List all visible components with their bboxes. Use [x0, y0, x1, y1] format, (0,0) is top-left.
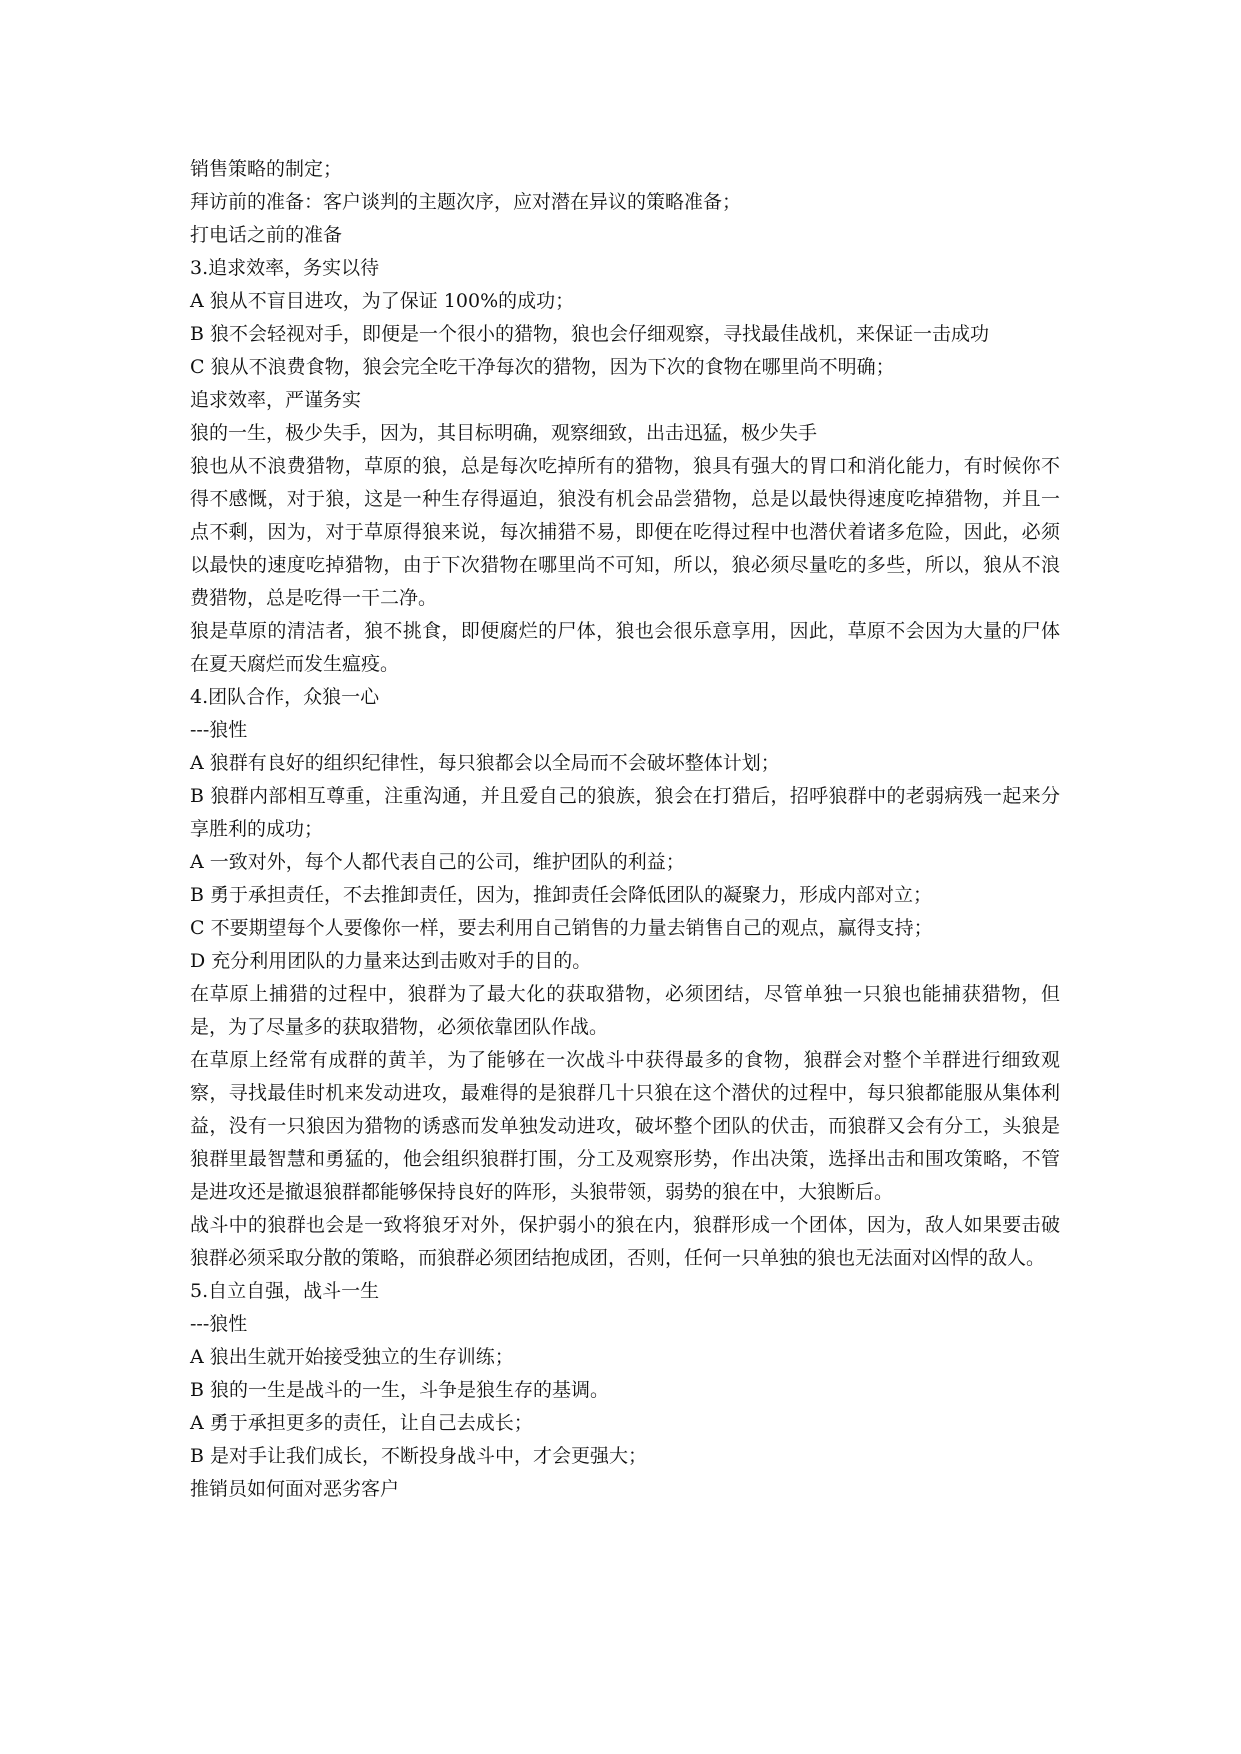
section-heading: 4.团队合作，众狼一心	[190, 686, 380, 708]
paragraph: B 是对手让我们成长，不断投身战斗中，才会更强大；	[190, 1445, 648, 1467]
paragraph: 狼的一生，极少失手，因为，其目标明确，观察细致，出击迅猛，极少失手	[190, 422, 818, 444]
section-heading: 5.自立自强，战斗一生	[190, 1280, 380, 1302]
paragraph: ---狼性	[190, 719, 248, 741]
paragraph: 打电话之前的准备	[190, 224, 343, 246]
paragraph: C 狼从不浪费食物，狼会完全吃干净每次的猎物，因为下次的食物在哪里尚不明确；	[190, 356, 895, 378]
paragraph: 狼也从不浪费猎物，草原的狼，总是每次吃掉所有的猎物，狼具有强大的胃口和消化能力，有时候你不得不感慨，对于狼，这是一种生存得逼迫，狼没有机会品尝猎物，总是以最快得速度吃掉猎物，并且一点不剩，因为，对于草原得狼来说，每次捕猎不易，即便在吃得过程中也潜伏着诸多危险，因此，必须以最快的速度吃掉猎物，由于下次猎物在哪里尚不可知，所以，狼必须尽量吃的多些，所以，狼从不浪费猎物，总是吃得一干二净。	[190, 455, 1060, 609]
document-body	[190, 153, 1060, 1506]
paragraph: B 狼的一生是战斗的一生，斗争是狼生存的基调。	[190, 1379, 610, 1401]
paragraph: A 狼出生就开始接受独立的生存训练；	[190, 1346, 514, 1368]
paragraph: 在草原上经常有成群的黄羊，为了能够在一次战斗中获得最多的食物，狼群会对整个羊群进行细致观察，寻找最佳时机来发动进攻，最难得的是狼群几十只狼在这个潜伏的过程中，每只狼都能服从集体利益，没有一只狼因为猎物的诱惑而发单独发动进攻，破坏整个团队的伏击，而狼群又会有分工，头狼是狼群里最智慧和勇猛的，他会组织狼群打围，分工及观察形势，作出决策，选择出击和围攻策略，不管是进攻还是撤退狼群都能够保持良好的阵形，头狼带领，弱势的狼在中，大狼断后。	[190, 1049, 1060, 1203]
paragraph: A 狼从不盲目进攻，为了保证 100%的成功；	[190, 290, 575, 312]
paragraph: 追求效率，严谨务实	[190, 389, 362, 411]
paragraph: A 狼群有良好的组织纪律性，每只狼都会以全局而不会破坏整体计划；	[190, 752, 780, 774]
paragraph: 销售策略的制定；	[190, 158, 343, 180]
paragraph: 战斗中的狼群也会是一致将狼牙对外，保护弱小的狼在内，狼群形成一个团体，因为，敌人如果要击破狼群必须采取分散的策略，而狼群必须团结抱成团，否则，任何一只单独的狼也无法面对凶悍的敌人。	[190, 1214, 1060, 1269]
paragraph: B 狼不会轻视对手，即便是一个很小的猎物，狼也会仔细观察，寻找最佳战机，来保证一击成功	[190, 323, 990, 345]
paragraph: B 勇于承担责任，不去推卸责任，因为，推卸责任会降低团队的凝聚力，形成内部对立；	[190, 884, 933, 906]
paragraph: D 充分利用团队的力量来达到击败对手的目的。	[190, 950, 592, 972]
paragraph: ---狼性	[190, 1313, 248, 1335]
paragraph: 推销员如何面对恶劣客户	[190, 1478, 400, 1500]
paragraph: 在草原上捕猎的过程中，狼群为了最大化的获取猎物，必须团结，尽管单独一只狼也能捕获猎物，但是，为了尽量多的获取猎物，必须依靠团队作战。	[190, 983, 1060, 1038]
paragraph: 狼是草原的清洁者，狼不挑食，即便腐烂的尸体，狼也会很乐意享用，因此，草原不会因为大量的尸体在夏天腐烂而发生瘟疫。	[190, 620, 1060, 675]
section-heading: 3.追求效率，务实以待	[190, 257, 380, 279]
paragraph: 拜访前的准备：客户谈判的主题次序，应对潜在异议的策略准备；	[190, 191, 742, 213]
paragraph: C 不要期望每个人要像你一样，要去利用自己销售的力量去销售自己的观点，赢得支持；	[190, 917, 933, 939]
paragraph: B 狼群内部相互尊重，注重沟通，并且爱自己的狼族，狼会在打猎后，招呼狼群中的老弱病残一起来分享胜利的成功；	[190, 785, 1060, 840]
paragraph: A 勇于承担更多的责任，让自己去成长；	[190, 1412, 533, 1434]
paragraph: A 一致对外，每个人都代表自己的公司，维护团队的利益；	[190, 851, 685, 873]
